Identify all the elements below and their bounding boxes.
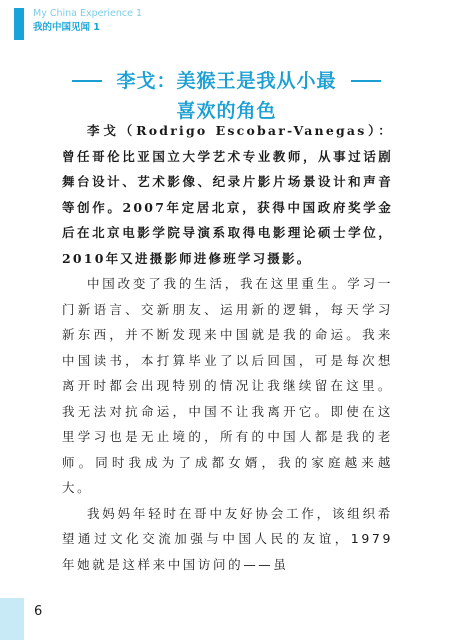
- page-number-tab: [0, 598, 24, 640]
- title-text-2: 喜欢的角色: [176, 100, 277, 122]
- body-paragraph-1: 中国改变了我的生活，我在这里重生。学习一门新语言、交新朋友、运用新的逻辑，每天学习新东西，并不断发现来中国就是我的命运。我来中国读书，本打算毕业了以后回国，可是每次想离开时都会出现特别的情况让我继续留在这里。我无法对抗命运，中国不让我离开它。即使在这里学习也是无止境的，所有的中国人都是我的老师。同时我成为了成都女婿，我的家庭越来越大。: [62, 276, 393, 495]
- title-left-dash: [72, 80, 102, 82]
- article-body: [62, 118, 393, 577]
- title-line-1: [0, 68, 453, 94]
- author-bio-paragraph: 李戈（Rodrigo Escobar-Vanegas）：曾任哥伦比亚国立大学艺术专业教师，从事过话剧舞台设计、艺术影像、纪录片影片场景设计和声音等创作。2007年定居北京，获得中国政府奖学金后在北京电影学院导演系取得电影理论硕士学位，2010年又进摄影师进修班学习摄影。: [62, 123, 393, 266]
- series-title-chinese: 我的中国见闻 1: [33, 22, 100, 33]
- article-title: [0, 68, 453, 124]
- series-title-english: My China Experience 1: [33, 8, 143, 19]
- page-header: [0, 0, 453, 44]
- title-text-1: 李戈：美猴王是我从小最: [116, 70, 337, 92]
- body-paragraph-2: 我妈妈年轻时在哥中友好协会工作，该组织希望通过文化交流加强与中国人民的友谊，1979 年她就是这样来中国访问的——虽: [62, 505, 393, 572]
- title-right-dash: [351, 80, 381, 82]
- header-accent-bar: [14, 8, 24, 40]
- page-number: 6: [34, 604, 43, 619]
